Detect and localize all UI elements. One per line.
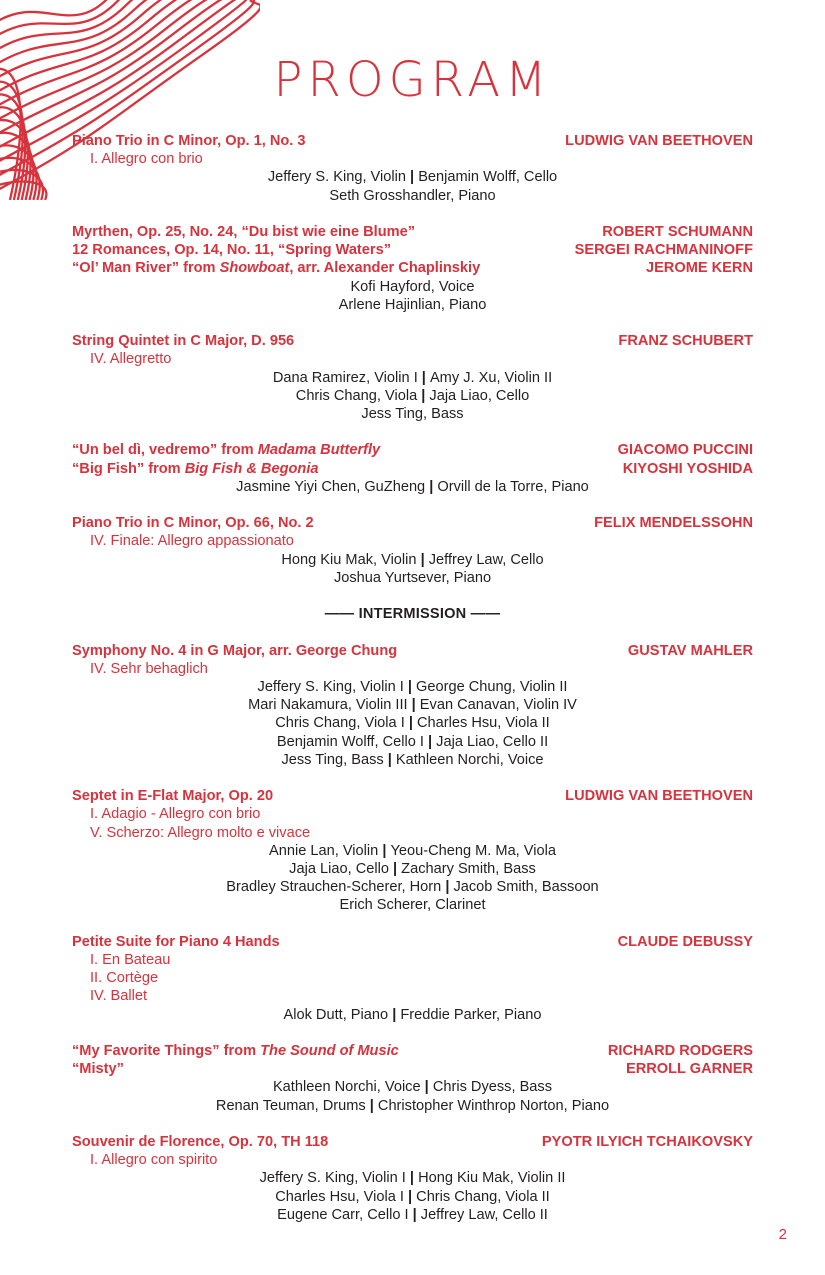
performer: Kathleen Norchi, Voice [272, 1079, 421, 1096]
movement: IV. Ballet [90, 988, 148, 1005]
program-piece [72, 223, 753, 314]
performer: Alok Dutt, Piano [283, 1006, 389, 1023]
performer-line [72, 1078, 753, 1096]
performer: Chris Chang, Viola II [416, 1188, 550, 1205]
page-title: PROGRAM [273, 52, 552, 108]
work-title-text: Petite Suite for Piano 4 Hands [72, 933, 280, 950]
work-title [72, 514, 314, 532]
work-line [72, 241, 753, 259]
work-title-text: “Misty” [72, 1061, 124, 1078]
separator: | [388, 861, 402, 878]
separator: | [416, 551, 429, 568]
work-title-italic: Showboat [219, 260, 290, 277]
performer: Evan Canavan, Violin IV [419, 697, 577, 714]
performer: Jasmine Yiyi Chen, GuZheng [236, 478, 426, 495]
work-title-text: Myrthen, Op. 25, No. 24, “Du bist wie eine Blume” [72, 224, 416, 240]
performer: Jeffery S. King, Violin I [259, 1170, 406, 1187]
work-title-text: Symphony No. 4 in G Major, arr. George Chung [72, 642, 398, 659]
separator: | [441, 879, 454, 896]
performer-line [72, 1188, 753, 1206]
performer-line [72, 860, 753, 878]
separator: | [425, 478, 438, 495]
work-line [72, 132, 753, 150]
performer: Erich Scherer, Clarinet [339, 897, 486, 914]
performer: Amy J. Xu, Violin II [429, 369, 553, 386]
performer: Hong Kiu Mak, Violin II [418, 1170, 566, 1187]
performer: Dana Ramirez, Violin I [272, 369, 418, 386]
composer-name: SERGEI RACHMANINOFF [574, 242, 753, 259]
work-title [72, 132, 306, 150]
intermission: —— INTERMISSION —— [324, 606, 501, 623]
performer: Orvill de la Torre, Piano [437, 478, 589, 495]
composer-name: RICHARD RODGERS [607, 1043, 753, 1060]
composer-name: FRANZ SCHUBERT [618, 333, 753, 350]
work-title [72, 460, 318, 478]
movement: I. En Bateau [90, 952, 171, 969]
work-title-text: “Big Fish” from [72, 460, 185, 477]
separator: | [407, 697, 420, 714]
separator: | [383, 751, 396, 768]
program-piece [72, 642, 753, 769]
work-title-text: “Un bel dì, vedremo” from [72, 442, 258, 459]
work-title-text: String Quintet in C Major, D. 956 [72, 333, 295, 350]
performer: Joshua Yurtsever, Piano [333, 569, 492, 586]
performer: Hong Kiu Mak, Violin [281, 551, 417, 568]
work-title-text: 12 Romances, Op. 14, No. 11, “Spring Waters” [72, 242, 392, 259]
work-title-italic: Madama Butterfly [257, 442, 381, 459]
movement: V. Scherzo: Allegro molto e vivace [90, 824, 311, 841]
program-piece [72, 132, 753, 205]
movement: I. Adagio - Allegro con brio [90, 806, 261, 823]
performer: Charles Hsu, Viola I [275, 1188, 404, 1205]
performer-line [72, 1097, 753, 1115]
performer: Annie Lan, Violin [269, 842, 379, 859]
separator: | [406, 169, 419, 186]
separator: | [408, 1206, 421, 1223]
separator: | [378, 842, 391, 859]
program-piece [72, 787, 753, 914]
performer-line [72, 714, 753, 732]
composer-name: JEROME KERN [645, 260, 753, 277]
separator: | [405, 1170, 419, 1187]
performer-line [72, 551, 753, 569]
performer: Benjamin Wolff, Cello I [276, 733, 424, 750]
work-title [72, 223, 415, 241]
performer: Arlene Hajinlian, Piano [338, 296, 487, 313]
performer-line [72, 405, 753, 423]
performer-line [72, 896, 753, 914]
work-title-text: Septet in E-Flat Major, Op. 20 [72, 788, 274, 805]
composer-name: CLAUDE DEBUSSY [617, 933, 753, 950]
work-line [72, 223, 753, 241]
performer: George Chung, Violin II [416, 679, 568, 695]
work-title-text: “My Favorite Things” from [72, 1043, 261, 1060]
work-title [72, 332, 294, 350]
separator: | [417, 387, 430, 404]
performer: Jess Ting, Bass [281, 751, 384, 768]
work-title-text: Piano Trio in C Minor, Op. 66, No. 2 [72, 515, 314, 532]
performer-line [72, 842, 753, 860]
performer: Chris Chang, Viola [295, 387, 418, 404]
work-line [72, 1042, 753, 1060]
composer-name: LUDWIG VAN BEETHOVEN [565, 133, 753, 149]
performer: Benjamin Wolff, Cello [418, 169, 558, 186]
performer-line [72, 187, 753, 205]
composer-name: GIACOMO PUCCINI [617, 442, 753, 459]
performer: Chris Dyess, Bass [432, 1079, 553, 1096]
performer: Jeffrey Law, Cello II [420, 1206, 548, 1223]
composer-name: FELIX MENDELSSOHN [594, 515, 753, 532]
page-number: 2 [778, 1226, 787, 1243]
movement: II. Cortège [90, 970, 159, 987]
work-line [72, 332, 753, 350]
work-title [72, 441, 380, 459]
work-title-text: “Ol’ Man River” from [72, 260, 220, 277]
performer: Jeffery S. King, Violin [267, 169, 406, 186]
program-piece [72, 514, 753, 587]
work-title [72, 1060, 124, 1078]
composer-name: ROBERT SCHUMANN [602, 224, 753, 240]
performer-line [72, 296, 753, 314]
performer-line [72, 733, 753, 751]
work-line [72, 514, 753, 532]
program-piece [72, 332, 753, 423]
work-line [72, 787, 753, 805]
performer-line [72, 696, 753, 714]
composer-name: LUDWIG VAN BEETHOVEN [565, 788, 753, 805]
performer: Eugene Carr, Cello I [277, 1206, 409, 1223]
composer-name: PYOTR ILYICH TCHAIKOVSKY [541, 1134, 753, 1151]
work-line [72, 933, 753, 951]
separator: | [403, 679, 417, 695]
composer-name: KIYOSHI YOSHIDA [622, 460, 753, 477]
movement: I. Allegro con brio [90, 151, 203, 168]
performer-line [72, 1006, 753, 1024]
performer: Jeffrey Law, Cello [428, 551, 544, 568]
performer-line [72, 168, 753, 186]
performer-line [72, 878, 753, 896]
program-piece [72, 933, 753, 1024]
program-piece [72, 1133, 753, 1224]
performer-line [72, 278, 753, 296]
performer-line [72, 1169, 753, 1187]
performer: Bradley Strauchen-Scherer, Horn [226, 879, 442, 896]
performer: Charles Hsu, Viola II [416, 715, 550, 732]
program-list [72, 132, 753, 1242]
performer-line [72, 387, 753, 405]
work-title [72, 787, 273, 805]
work-title-text: Piano Trio in C Minor, Op. 1, No. 3 [72, 133, 306, 149]
program-piece [72, 1042, 753, 1115]
performer: Jaja Liao, Cello [289, 861, 389, 878]
performer-line [72, 751, 753, 769]
separator: | [417, 369, 430, 386]
work-line [72, 259, 753, 277]
work-line [72, 642, 753, 660]
performer: Yeou-Cheng M. Ma, Viola [390, 842, 556, 859]
work-title [72, 1042, 399, 1060]
work-title-text: Souvenir de Florence, Op. 70, TH 118 [72, 1134, 329, 1151]
work-title-italic: Big Fish & Begonia [184, 460, 319, 477]
separator: | [404, 715, 417, 732]
performer: Kathleen Norchi, Voice [395, 751, 544, 768]
performer: Mari Nakamura, Violin III [248, 697, 408, 714]
separator: | [420, 1079, 433, 1096]
performer-line [72, 369, 753, 387]
performer: Jacob Smith, Bassoon [453, 879, 599, 896]
performer: Seth Grosshandler, Piano [329, 187, 496, 204]
performer: Christopher Winthrop Norton, Piano [377, 1097, 610, 1114]
movement: IV. Allegretto [90, 351, 172, 368]
performer-line [72, 569, 753, 587]
work-title-text: , arr. Alexander Chaplinskiy [289, 260, 481, 277]
work-title [72, 933, 280, 951]
performer: Zachary Smith, Bass [401, 861, 536, 878]
movement: IV. Finale: Allegro appassionato [90, 533, 294, 550]
performer: Kofi Hayford, Voice [350, 278, 475, 295]
composer-name: GUSTAV MAHLER [627, 642, 753, 659]
separator: | [388, 1006, 401, 1023]
work-title [72, 241, 391, 259]
work-title [72, 1133, 328, 1151]
work-line [72, 460, 753, 478]
separator: | [365, 1097, 378, 1114]
work-title-italic: The Sound of Music [260, 1043, 399, 1060]
performer: Jaja Liao, Cello [429, 387, 530, 404]
movement: IV. Sehr behaglich [90, 660, 208, 677]
work-line [72, 1060, 753, 1078]
performer: Renan Teuman, Drums [215, 1097, 366, 1114]
separator: | [403, 1188, 417, 1205]
work-title [72, 259, 480, 277]
performer-line [72, 1206, 753, 1224]
separator: | [423, 733, 437, 750]
performer-line [72, 678, 753, 696]
performer-line [72, 478, 753, 496]
performer: Chris Chang, Viola I [275, 715, 405, 732]
work-title [72, 642, 397, 660]
performer: Jess Ting, Bass [361, 406, 464, 423]
performer: Jaja Liao, Cello II [436, 733, 549, 750]
performer: Jeffery S. King, Violin I [257, 679, 404, 695]
program-piece [72, 441, 753, 496]
work-line [72, 441, 753, 459]
work-line [72, 1133, 753, 1151]
performer: Freddie Parker, Piano [400, 1006, 542, 1023]
movement: I. Allegro con spirito [90, 1152, 218, 1169]
composer-name: ERROLL GARNER [625, 1061, 753, 1078]
